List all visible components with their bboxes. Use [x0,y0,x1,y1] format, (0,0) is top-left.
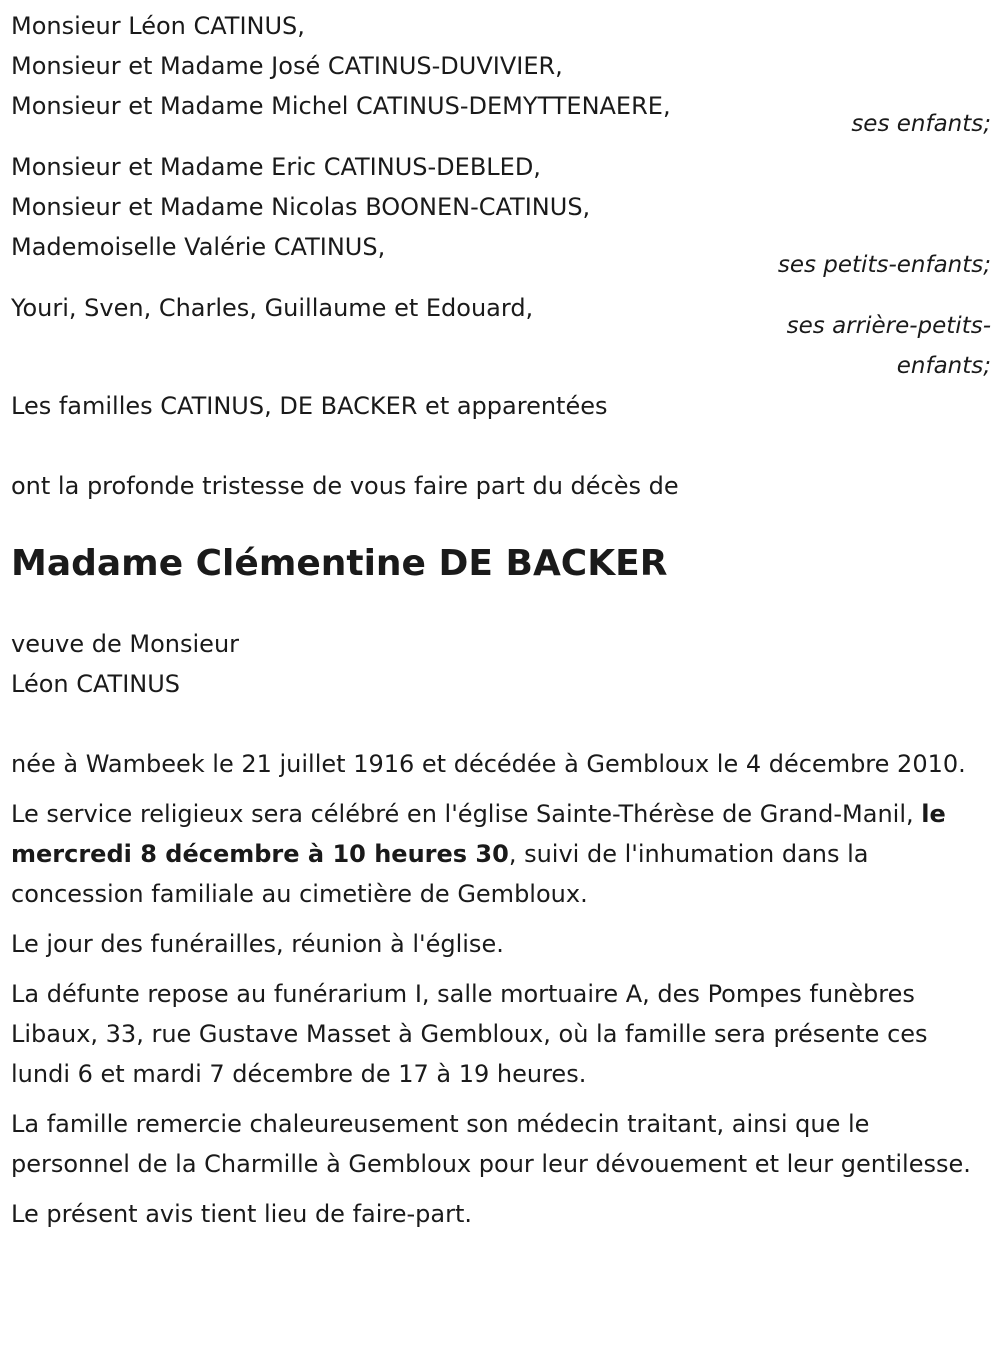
widow-of-block [11,624,991,704]
service-date: le mercredi 8 décembre à 10 heures 30 [11,800,946,868]
family-line: Monsieur et Madame Nicolas BOONEN-CATINUS, [11,193,591,221]
closing-paragraph: Le présent avis tient lieu de faire-part. [11,1200,473,1228]
announcement-line: ont la profonde tristesse de vous faire part du décès de [11,472,679,500]
relation-label: ses enfants; [851,111,991,137]
deceased-name: Madame Clémentine DE BACKER [11,543,668,584]
family-line: Monsieur et Madame Eric CATINUS-DEBLED, [11,153,541,181]
family-line: Monsieur et Madame Michel CATINUS-DEMYTTENAERE, [11,92,671,120]
birth-death-paragraph: née à Wambeek le 21 juillet 1916 et décédée à Gembloux le 4 décembre 2010. [11,750,966,778]
families-line: Les familles CATINUS, DE BACKER et apparentées [11,392,608,420]
service-text: , suivi de l'inhumation dans la concession familiale au cimetière de Gembloux. [11,840,869,908]
family-line: Youri, Sven, Charles, Guillaume et Edouard, [11,294,534,322]
great-grandchildren-block [11,288,991,386]
service-paragraph [11,794,991,914]
relation-label: ses petits-enfants; [777,252,991,278]
funeral-day-paragraph: Le jour des funérailles, réunion à l'église. [11,930,504,958]
relation-label: enfants; [896,353,991,379]
service-text: Le service religieux sera célébré en l'église Sainte-Thérèse de Grand-Manil, [11,800,922,828]
obituary-notice [11,6,991,1244]
family-line: Monsieur et Madame José CATINUS-DUVIVIER, [11,52,563,80]
family-line: Mademoiselle Valérie CATINUS, [11,233,386,261]
children-block [11,6,991,144]
thanks-paragraph: La famille remercie chaleureusement son médecin traitant, ainsi que le personnel de la Charmille à Gembloux pour leur dévouement et leur gentilesse. [11,1110,971,1178]
rest-place-paragraph: La défunte repose au funérarium I, salle mortuaire A, des Pompes funèbres Libaux, 33, rue Gustave Masset à Gembloux, où la famille sera présente ces lundi 6 et mardi 7 décembre de 17 à 19 heures. [11,980,928,1088]
family-line: Monsieur Léon CATINUS, [11,12,305,40]
widow-of-line: veuve de Monsieur [11,630,240,658]
relation-label: ses arrière-petits- [786,313,991,339]
widow-of-name: Léon CATINUS [11,670,181,698]
grandchildren-block [11,147,991,285]
